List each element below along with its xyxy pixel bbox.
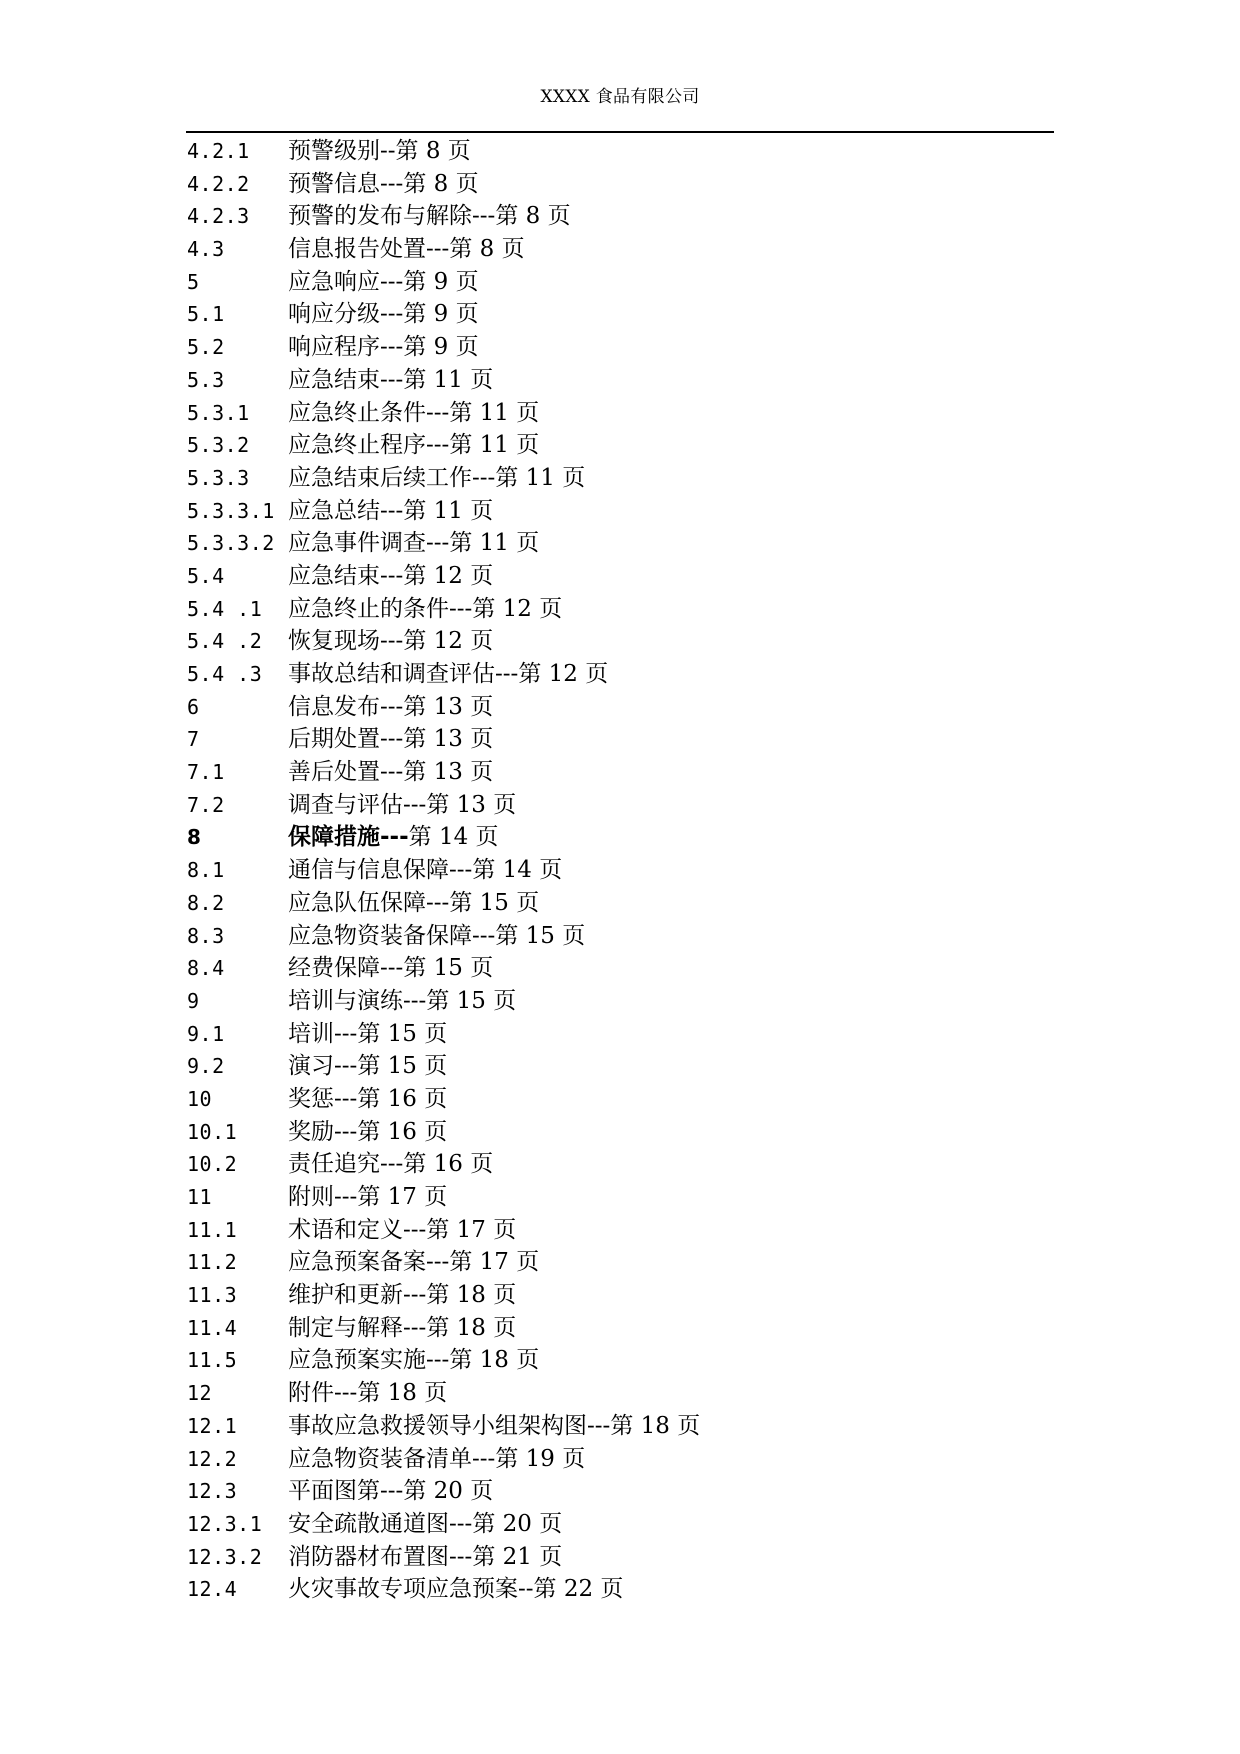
toc-entry (187, 364, 1047, 397)
toc-entry-number: 7.2 (187, 792, 225, 817)
toc-entry (187, 168, 1047, 201)
toc-entry-title: 应急结束 (288, 366, 380, 393)
toc-entry-number: 4.3 (187, 237, 225, 262)
toc-entry-title: 培训 (288, 1020, 334, 1047)
toc-entry-title: 应急预案实施 (288, 1347, 426, 1374)
toc-entry (187, 1050, 1047, 1083)
toc-entry-number: 11.3 (187, 1283, 238, 1308)
toc-entry-number: 5.4 .2 (187, 629, 263, 654)
toc-entry-page: ---第 9 页 (380, 268, 479, 295)
toc-entry-title: 应急事件调查 (288, 530, 426, 557)
toc-entry-title: 应急响应 (288, 268, 380, 295)
toc-entry-page: ---第 18 页 (587, 1412, 701, 1439)
toc-entry (187, 854, 1047, 887)
toc-entry-title: 消防器材布置图 (288, 1543, 449, 1570)
toc-entry (187, 266, 1047, 299)
toc-entry (187, 495, 1047, 528)
toc-entry-title: 应急终止条件 (288, 399, 426, 426)
toc-entry-number: 5.3.2 (187, 433, 250, 458)
toc-entry-title: 附件 (288, 1380, 334, 1407)
toc-entry-number: 5.3.3.2 (187, 531, 275, 556)
toc-entry-page: 第 14 页 (408, 824, 499, 851)
toc-entry-number: 12.3 (187, 1479, 238, 1504)
toc-entry-title: 培训与演练 (288, 987, 403, 1014)
toc-entry-page: ---第 11 页 (472, 464, 586, 491)
table-of-contents (187, 135, 1047, 1606)
toc-entry-number: 12.1 (187, 1413, 238, 1438)
toc-entry-page: ---第 16 页 (334, 1085, 448, 1112)
toc-entry-page: ---第 15 页 (426, 889, 540, 916)
toc-entry-page: ---第 9 页 (380, 334, 479, 361)
toc-entry-number: 4.2.3 (187, 204, 250, 229)
toc-entry-title: 调查与评估 (288, 791, 403, 818)
toc-entry-number: 9.1 (187, 1021, 225, 1046)
toc-entry (187, 1312, 1047, 1345)
toc-entry-number: 5.4 .3 (187, 662, 263, 686)
toc-entry-title: 善后处置 (288, 759, 380, 786)
toc-entry (187, 625, 1047, 658)
toc-entry-page: ---第 17 页 (403, 1216, 517, 1243)
toc-entry-page: ---第 15 页 (403, 987, 517, 1014)
toc-entry-title: 应急结束后续工作 (288, 464, 472, 491)
toc-entry-page: ---第 8 页 (472, 203, 571, 230)
toc-entry (187, 1279, 1047, 1312)
toc-entry (187, 1377, 1047, 1410)
toc-entry-page: ---第 16 页 (380, 1151, 494, 1178)
toc-entry-page: ---第 13 页 (403, 791, 517, 818)
toc-entry-number: 8.3 (187, 923, 225, 948)
toc-entry (187, 1344, 1047, 1377)
toc-entry-number: 11 (187, 1185, 213, 1209)
toc-entry-title: 经费保障 (288, 955, 380, 982)
toc-entry-number: 10.1 (187, 1119, 238, 1144)
toc-entry (187, 331, 1047, 364)
toc-entry-title: 应急终止程序 (288, 432, 426, 459)
toc-entry-title: 维护和更新 (288, 1282, 403, 1309)
toc-entry (187, 985, 1047, 1018)
toc-entry-page: ---第 13 页 (380, 759, 494, 786)
toc-entry (187, 723, 1047, 756)
toc-entry-page: ---第 8 页 (380, 170, 479, 197)
toc-entry (187, 920, 1047, 953)
toc-entry-title: 信息报告处置 (288, 236, 426, 263)
header-divider (186, 131, 1054, 133)
toc-entry-number: 6 (187, 694, 200, 719)
toc-entry-page: ---第 18 页 (426, 1347, 540, 1374)
toc-entry-title: 制定与解释 (288, 1314, 403, 1341)
toc-entry-number: 5.3 (187, 367, 225, 392)
toc-entry (187, 1410, 1047, 1443)
toc-entry-title: 应急物资装备保障 (288, 922, 472, 949)
toc-entry-title: 预警的发布与解除 (288, 203, 472, 230)
toc-entry-number: 5.3.1 (187, 400, 250, 425)
toc-entry-title: 术语和定义 (288, 1216, 403, 1243)
toc-entry-page: ---第 12 页 (449, 595, 563, 622)
toc-entry (187, 1214, 1047, 1247)
toc-entry (187, 1508, 1047, 1541)
toc-entry (187, 560, 1047, 593)
toc-entry-page: ---第 15 页 (334, 1053, 448, 1080)
toc-entry-number: 11.4 (187, 1315, 238, 1340)
toc-entry-page: ---第 15 页 (334, 1020, 448, 1047)
toc-entry-number: 8.1 (187, 858, 225, 883)
toc-entry-title: 责任追究 (288, 1151, 380, 1178)
toc-entry-title: 演习 (288, 1053, 334, 1080)
toc-entry-page: ---第 13 页 (380, 726, 494, 753)
toc-entry-number: 5.4 (187, 563, 225, 588)
toc-entry-title: 应急预案备案 (288, 1249, 426, 1276)
toc-entry-title: 事故总结和调查评估 (288, 661, 495, 687)
toc-entry-page: ---第 17 页 (426, 1249, 540, 1276)
toc-entry-number: 8.2 (187, 890, 225, 915)
toc-entry (187, 1148, 1047, 1181)
toc-entry-title: 响应程序 (288, 334, 380, 361)
toc-entry (187, 298, 1047, 331)
toc-entry-number: 5.3.3.1 (187, 498, 275, 523)
toc-entry-title: 响应分级 (288, 301, 380, 328)
toc-entry (187, 756, 1047, 789)
toc-entry-page: ---第 18 页 (334, 1380, 448, 1407)
toc-entry (187, 789, 1047, 822)
toc-entry-number: 4.2.2 (187, 171, 250, 196)
toc-entry (187, 397, 1047, 430)
toc-entry-title: 安全疏散通道图 (288, 1510, 449, 1537)
toc-entry-number: 12.2 (187, 1446, 238, 1471)
toc-entry-page: ---第 11 页 (380, 497, 494, 524)
toc-entry-page: ---第 12 页 (380, 562, 494, 589)
toc-entry-number: 11.1 (187, 1217, 238, 1242)
toc-entry-number: 4.2.1 (187, 139, 250, 163)
toc-entry (187, 691, 1047, 724)
toc-entry (187, 1443, 1047, 1476)
toc-entry-page: ---第 11 页 (426, 399, 540, 426)
toc-entry-page: ---第 14 页 (449, 857, 563, 884)
toc-entry-number: 7 (187, 727, 200, 752)
toc-entry-number: 7.1 (187, 760, 225, 785)
toc-entry-number: 5.1 (187, 302, 225, 327)
toc-entry-page: ---第 18 页 (403, 1282, 517, 1309)
toc-entry-title: 奖惩 (288, 1085, 334, 1112)
toc-entry-page: ---第 12 页 (380, 628, 494, 655)
toc-entry (187, 527, 1047, 560)
toc-entry (187, 1541, 1047, 1574)
toc-entry-number: 8.4 (187, 956, 225, 981)
toc-entry (187, 593, 1047, 626)
toc-entry-title: 奖励 (288, 1118, 334, 1145)
toc-entry-page: ---第 9 页 (380, 301, 479, 328)
toc-entry-page: ---第 19 页 (472, 1445, 586, 1472)
toc-entry (187, 821, 1047, 854)
toc-entry-title: 预警信息 (288, 170, 380, 197)
toc-entry (187, 1246, 1047, 1279)
toc-entry-title: 后期处置 (288, 726, 380, 753)
toc-entry-page: ---第 21 页 (449, 1543, 563, 1570)
toc-entry-page: --第 22 页 (518, 1576, 624, 1603)
toc-entry-page: ---第 11 页 (426, 530, 540, 557)
toc-entry-title: 平面图第 (288, 1478, 380, 1505)
toc-entry-number: 9 (187, 988, 200, 1013)
toc-entry-number: 10.2 (187, 1152, 238, 1177)
toc-entry-number: 11.5 (187, 1348, 238, 1373)
toc-entry (187, 429, 1047, 462)
toc-entry-page: ---第 15 页 (380, 955, 494, 982)
toc-entry (187, 135, 1047, 168)
toc-entry-page: ---第 15 页 (472, 922, 586, 949)
toc-entry-page: ---第 13 页 (380, 693, 494, 720)
toc-entry (187, 658, 1047, 691)
toc-entry-number: 10 (187, 1086, 213, 1111)
toc-entry-title: 应急物资装备清单 (288, 1445, 472, 1472)
toc-entry-title: 通信与信息保障 (288, 857, 449, 884)
toc-entry-title: 火灾事故专项应急预案 (288, 1576, 518, 1603)
toc-entry (187, 200, 1047, 233)
toc-entry (187, 887, 1047, 920)
toc-entry-number: 12.4 (187, 1577, 238, 1602)
toc-entry-number: 5.2 (187, 335, 225, 360)
toc-entry (187, 1116, 1047, 1149)
toc-entry-title: 恢复现场 (288, 628, 380, 655)
toc-entry-page: ---第 11 页 (426, 432, 540, 459)
toc-entry-number: 8 (187, 825, 202, 850)
toc-entry-page: ---第 11 页 (380, 366, 494, 393)
toc-entry-number: 5 (187, 269, 200, 294)
toc-entry-number: 11.2 (187, 1250, 238, 1275)
toc-entry-page: ---第 17 页 (334, 1184, 448, 1210)
toc-entry (187, 1475, 1047, 1508)
toc-entry-number: 12.3.2 (187, 1544, 263, 1569)
toc-entry-page: ---第 20 页 (449, 1510, 563, 1537)
toc-entry (187, 1181, 1047, 1214)
toc-entry-number: 12.3.1 (187, 1511, 263, 1536)
toc-entry-title: 保障措施--- (288, 824, 409, 851)
toc-entry (187, 1083, 1047, 1116)
toc-entry-title: 应急总结 (288, 497, 380, 524)
toc-entry-page: ---第 18 页 (403, 1314, 517, 1341)
toc-entry (187, 462, 1047, 495)
toc-entry-title: 事故应急救援领导小组架构图 (288, 1412, 587, 1439)
toc-entry-number: 5.4 .1 (187, 596, 263, 621)
toc-entry-title: 信息发布 (288, 693, 380, 720)
toc-entry-title: 应急结束 (288, 562, 380, 589)
toc-entry-number: 5.3.3 (187, 465, 250, 490)
toc-entry-title: 应急队伍保障 (288, 889, 426, 916)
toc-entry-number: 9.2 (187, 1054, 225, 1079)
toc-entry (187, 1018, 1047, 1051)
toc-entry (187, 952, 1047, 985)
toc-entry-page: ---第 16 页 (334, 1118, 448, 1145)
toc-entry-page: ---第 20 页 (380, 1478, 494, 1505)
page-header: XXXX 食品有限公司 (540, 87, 700, 107)
toc-entry-title: 应急终止的条件 (288, 595, 449, 622)
toc-entry-page: --第 8 页 (380, 138, 471, 164)
toc-entry-title: 预警级别 (288, 138, 380, 164)
toc-entry-page: ---第 8 页 (426, 236, 525, 263)
toc-entry (187, 233, 1047, 266)
toc-entry-page: ---第 12 页 (495, 661, 609, 687)
toc-entry (187, 1573, 1047, 1606)
toc-entry-number: 12 (187, 1381, 213, 1406)
toc-entry-title: 附则 (288, 1184, 334, 1210)
